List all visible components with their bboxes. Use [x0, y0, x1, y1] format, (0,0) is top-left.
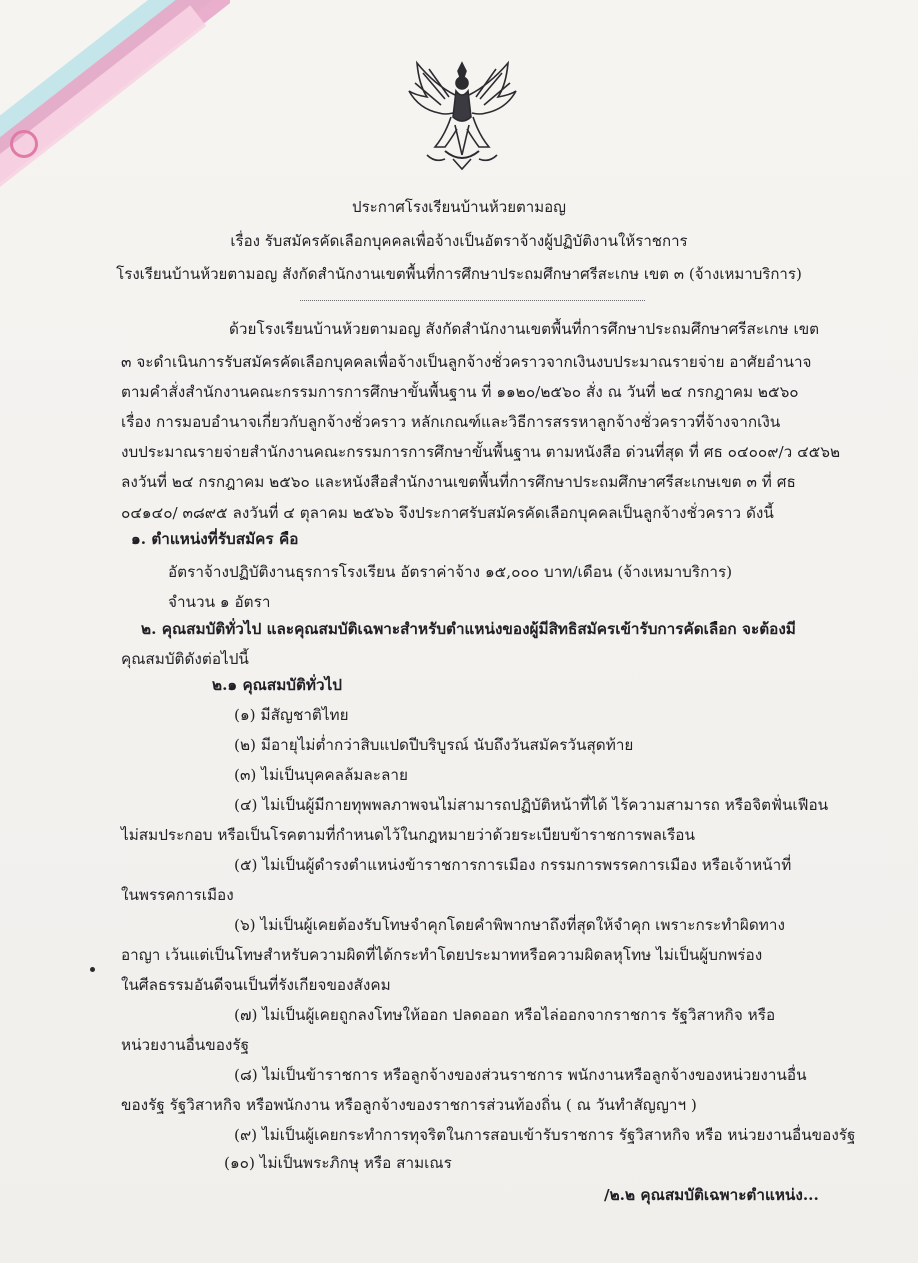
qualification-item-cont: ในศีลธรรมอันดีจนเป็นที่รังเกียจของสังคม	[121, 976, 391, 994]
qualification-item: (๖) ไม่เป็นผู้เคยต้องรับโทษจำคุกโดยคำพิพากษาถึงที่สุดให้จำคุก เพราะกระทำผิดทาง	[234, 916, 785, 934]
qualification-item: (๑) มีสัญชาติไทย	[234, 706, 349, 724]
section2-heading: ๒. คุณสมบัติทั่วไป และคุณสมบัติเฉพาะสำหรับตำแหน่งของผู้มีสิทธิสมัครเข้ารับการคัดเลือก	[141, 620, 737, 638]
intro-line: งบประมาณรายจ่ายสำนักงานคณะกรรมการการศึกษาขั้นพื้นฐาน ตามหนังสือ ด่วนที่สุด ที่ ศธ ๐๔๐๐๙/ว ๔๕๖๒	[121, 443, 841, 461]
qualification-item: (๑๐) ไม่เป็นพระภิกษุ หรือ สามเณร	[224, 1154, 452, 1172]
intro-line: ลงวันที่ ๒๔ กรกฎาคม ๒๕๖๐ และหนังสือสำนักงานเขตพื้นที่การศึกษาประถมศึกษาศรีสะเกษเขต ๓ ที่ ศธ	[121, 473, 796, 491]
qualification-item-cont: ของรัฐ รัฐวิสาหกิจ หรือพนักงาน หรือลูกจ้างของราชการส่วนท้องถิ่น ( ณ วันทำสัญญาฯ )	[121, 1096, 697, 1114]
section1-heading: ๑. ตำแหน่งที่รับสมัคร คือ	[131, 530, 299, 548]
qualification-item-cont: หน่วยงานอื่นของรัฐ	[121, 1036, 250, 1054]
announcement-subtitle: โรงเรียนบ้านห้วยตามอญ สังกัดสำนักงานเขตพื้นที่การศึกษาประถมศึกษาศรีสะเกษ เขต ๓ (จ้างเหมาบริการ)	[116, 265, 802, 283]
header-divider	[300, 300, 645, 301]
qualification-item: (๘) ไม่เป็นข้าราชการ หรือลูกจ้างของส่วนราชการ พนักงานหรือลูกจ้างของหน่วยงานอื่น	[234, 1066, 807, 1084]
intro-line: ตามคำสั่งสำนักงานคณะกรรมการการศึกษาขั้นพื้นฐาน ที่ ๑๑๒๐/๒๕๖๐ สั่ง ณ วันที่ ๒๔ กรกฎาคม ๒๕๖๐	[121, 383, 799, 401]
section2-tail: จะต้องมี	[736, 620, 796, 638]
qualification-item: (๕) ไม่เป็นผู้ดำรงตำแหน่งข้าราชการการเมือง กรรมการพรรคการเมือง หรือเจ้าหน้าที่	[234, 856, 792, 874]
section21-heading: ๒.๑ คุณสมบัติทั่วไป	[212, 676, 343, 694]
qualification-item: (๓) ไม่เป็นบุคคลล้มละลาย	[234, 766, 408, 784]
garuda-emblem-icon	[405, 55, 520, 175]
qualification-item-cont: อาญา เว้นแต่เป็นโทษสำหรับความผิดที่ได้กระทำโดยประมาทหรือความผิดลหุโทษ ไม่เป็นผู้บกพร่อง	[121, 946, 763, 964]
intro-line: ๓ จะดำเนินการรับสมัครคัดเลือกบุคคลเพื่อจ้างเป็นลูกจ้างชั่วคราวจากเงินงบประมาณรายจ่าย อาศัยอำนาจ	[121, 353, 812, 371]
announcement-title: ประกาศโรงเรียนบ้านห้วยตามอญ	[352, 198, 566, 216]
intro-line: ด้วยโรงเรียนบ้านห้วยตามอญ สังกัดสำนักงานเขตพื้นที่การศึกษาประถมศึกษาศรีสะเกษ เขต	[229, 320, 820, 338]
announcement-subject: เรื่อง รับสมัครคัดเลือกบุคคลเพื่อจ้างเป็นอัตราจ้างผู้ปฏิบัติงานให้ราชการ	[230, 232, 688, 250]
qualification-item-cont: ไม่สมประกอบ หรือเป็นโรคตามที่กำหนดไว้ในกฎหมายว่าด้วยระเบียบข้าราชการพลเรือน	[121, 826, 695, 844]
qualification-item: (๒) มีอายุไม่ต่ำกว่าสิบแปดปีบริบูรณ์ นับถึงวันสมัครวันสุดท้าย	[234, 736, 634, 754]
intro-line: เรื่อง การมอบอำนาจเกี่ยวกับลูกจ้างชั่วคราว หลักเกณฑ์และวิธีการสรรหาลูกจ้างชั่วคราวที่จ้างจากเงิน	[121, 413, 781, 431]
qualification-item: (๗) ไม่เป็นผู้เคยถูกลงโทษให้ออก ปลดออก หรือไล่ออกจากราชการ รัฐวิสาหกิจ หรือ	[234, 1006, 776, 1024]
sticker-decoration	[0, 0, 230, 200]
section2-line2: คุณสมบัติดังต่อไปนี้	[121, 650, 249, 668]
qualification-item: (๙) ไม่เป็นผู้เคยกระทำการทุจริตในการสอบเข้ารับราชการ รัฐวิสาหกิจ หรือ หน่วยงานอื่นของรัฐ	[234, 1126, 856, 1144]
intro-line: ๐๔๑๔๐/ ๓๘๙๕ ลงวันที่ ๔ ตุลาคม ๒๕๖๖ จึงประกาศรับสมัครคัดเลือกบุคคลเป็นลูกจ้างชั่วคราว ดังนี้	[121, 504, 774, 522]
section1-line: จำนวน ๑ อัตรา	[168, 593, 271, 611]
continuation-note: /๒.๒ คุณสมบัติเฉพาะตำแหน่ง...	[604, 1186, 819, 1204]
qualification-item: (๔) ไม่เป็นผู้มีกายทุพพลภาพจนไม่สามารถปฏิบัติหน้าที่ได้ ไร้ความสามารถ หรือจิตฟั่นเฟือน	[234, 796, 829, 814]
section2-heading-line	[141, 622, 796, 637]
paper-speck	[90, 967, 95, 972]
qualification-item-cont: ในพรรคการเมือง	[121, 886, 234, 904]
section1-line: อัตราจ้างปฏิบัติงานธุรการโรงเรียน อัตราค่าจ้าง ๑๕,๐๐๐ บาท/เดือน (จ้างเหมาบริการ)	[168, 563, 733, 581]
